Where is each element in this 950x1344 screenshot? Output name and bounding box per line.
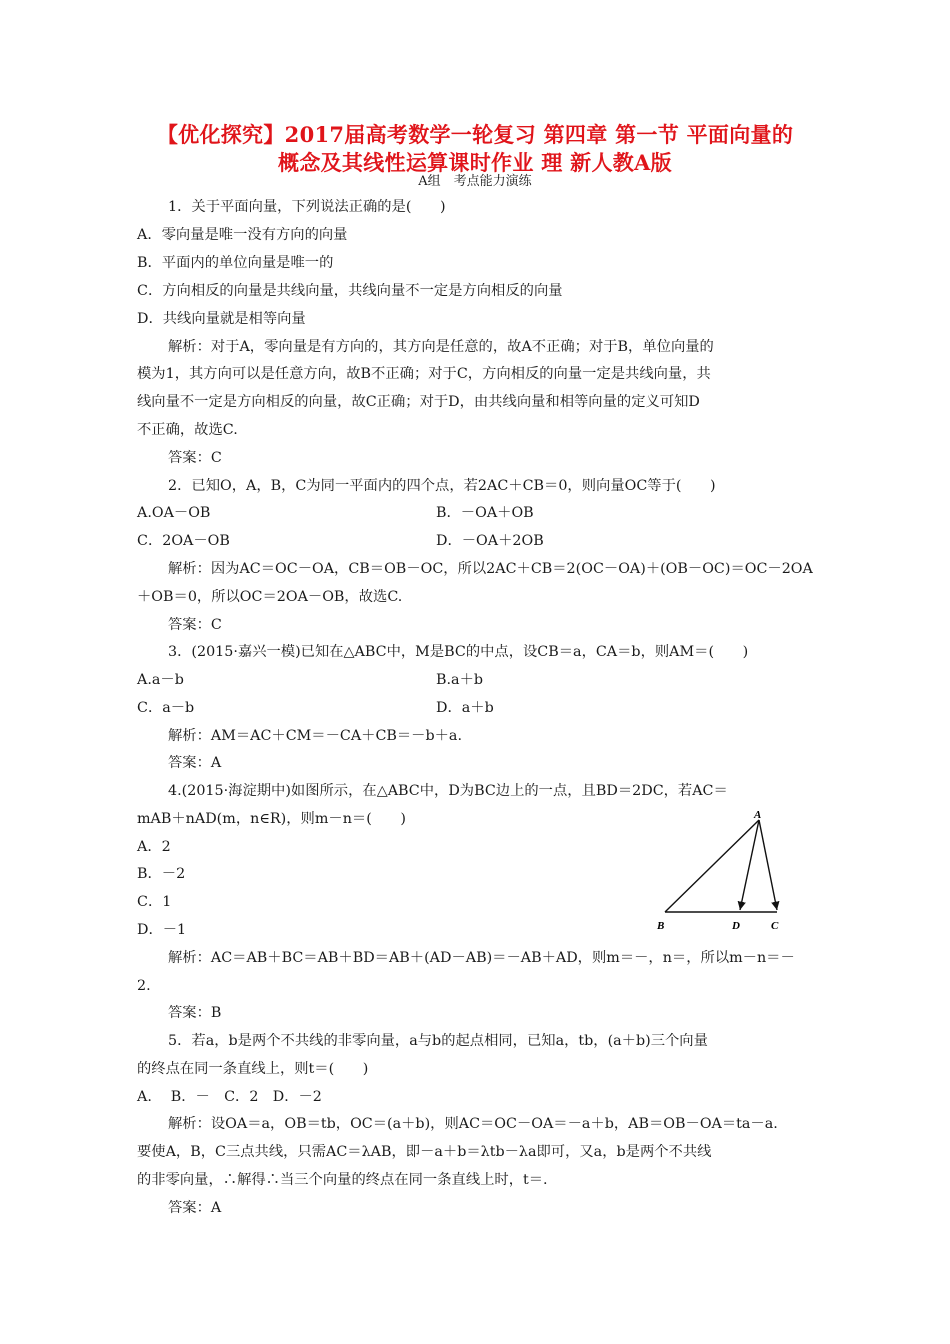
q3-option-c: C．a－b [137, 700, 195, 716]
q2-analysis-line-2: ＋OB＝0，所以OC＝2OA－OB，故选C. [137, 589, 403, 605]
q5-stem-line-1: 5．若a，b是两个不共线的非零向量，a与b的起点相同，已知a，tb，(a＋b)三个向量 [168, 1033, 708, 1049]
q5-analysis-line-2: 要使A，B，C三点共线，只需AC＝λAB，即－a＋b＝λtb－λa即可，又a，b是两个不共线 [137, 1144, 712, 1160]
section-subtitle: A组 考点能力演练 [418, 174, 532, 189]
q1-option-c: C．方向相反的向量是共线向量，共线向量不一定是方向相反的向量 [137, 283, 563, 299]
label-b: B [657, 920, 665, 932]
title-line-2: 概念及其线性运算课时作业 理 新人教A版 [278, 150, 672, 175]
q1-analysis-line-4: 不正确，故选C. [137, 422, 238, 438]
q2-option-c: C．2OA－OB [137, 533, 230, 549]
label-c: C [771, 920, 779, 932]
q1-stem: 1．关于平面向量，下列说法正确的是( ) [168, 199, 446, 215]
label-d: D [732, 920, 740, 932]
q3-option-b: B.a＋b [436, 672, 484, 688]
q3-analysis: 解析：AM＝AC＋CM＝－CA＋CB＝－b＋a. [168, 728, 462, 744]
q2-option-d: D．－OA＋2OB [436, 533, 544, 549]
q4-option-d: D．－1 [137, 922, 187, 938]
q2-stem: 2．已知O，A，B，C为同一平面内的四个点，若2AC＋CB＝0，则向量OC等于( ) [168, 478, 716, 494]
q5-options: A. B．－ C．2 D．－2 [137, 1089, 322, 1105]
q5-stem-line-2: 的终点在同一条直线上，则t＝( ) [137, 1061, 369, 1077]
q3-option-a: A.a－b [137, 672, 184, 688]
q4-option-c: C．1 [137, 894, 172, 910]
q4-analysis-line-2: 2. [137, 978, 151, 994]
triangle-figure [645, 808, 795, 938]
q1-answer: 答案：C [168, 450, 222, 466]
q4-option-b: B．－2 [137, 866, 186, 882]
q1-analysis-line-3: 线向量不一定是方向相反的向量，故C正确；对于D，由共线向量和相等向量的定义可知D [137, 394, 700, 410]
q2-analysis-line-1: 解析：因为AC＝OC－OA，CB＝OB－OC，所以2AC＋CB＝2(OC－OA)＋(OB－OC)＝OC－2OA [168, 561, 813, 577]
q1-analysis-line-2: 模为1，其方向可以是任意方向，故B不正确；对于C，方向相反的向量一定是共线向量，共 [137, 366, 711, 382]
document-title [60, 121, 890, 177]
q4-option-a: A．2 [137, 839, 171, 855]
q4-stem-line-1: 4.(2015·海淀期中)如图所示，在△ABC中，D为BC边上的一点，且BD＝2DC，若AC＝ [168, 783, 728, 799]
q4-analysis-line-1: 解析：AC＝AB＋BC＝AB＋BD＝AB＋(AD－AB)＝－AB＋AD，则m＝－，n＝，所以m－n＝－ [168, 950, 795, 966]
vector-ad [740, 820, 759, 910]
q4-stem-line-2: mAB＋nAD(m，n∈R)，则m－n＝( ) [137, 811, 406, 827]
q1-option-b: B．平面内的单位向量是唯一的 [137, 255, 334, 271]
q5-answer: 答案：A [168, 1200, 222, 1216]
title-line-1: 【优化探究】2017届高考数学一轮复习 第四章 第一节 平面向量的 [156, 122, 794, 147]
segment-ab [665, 820, 759, 912]
q1-option-d: D．共线向量就是相等向量 [137, 311, 306, 327]
label-a: A [754, 809, 762, 821]
q2-option-a: A.OA－OB [137, 505, 211, 521]
q3-answer: 答案：A [168, 755, 222, 771]
q4-answer: 答案：B [168, 1005, 222, 1021]
q2-option-b: B．－OA＋OB [436, 505, 534, 521]
q2-answer: 答案：C [168, 617, 222, 633]
q5-analysis-line-3: 的非零向量，∴解得∴当三个向量的终点在同一条直线上时，t＝. [137, 1172, 548, 1188]
vector-ac [759, 820, 777, 910]
q3-stem: 3．(2015·嘉兴一模)已知在△ABC中，M是BC的中点，设CB＝a，CA＝b，则AM＝( ) [168, 644, 749, 660]
q1-option-a: A．零向量是唯一没有方向的向量 [137, 227, 348, 243]
q3-option-d: D．a＋b [436, 700, 494, 716]
q1-analysis-line-1: 解析：对于A，零向量是有方向的，其方向是任意的，故A不正确；对于B，单位向量的 [168, 339, 714, 355]
q5-analysis-line-1: 解析：设OA＝a，OB＝tb，OC＝(a＋b)，则AC＝OC－OA＝－a＋b，AB＝OB－OA＝ta－a. [168, 1116, 778, 1132]
